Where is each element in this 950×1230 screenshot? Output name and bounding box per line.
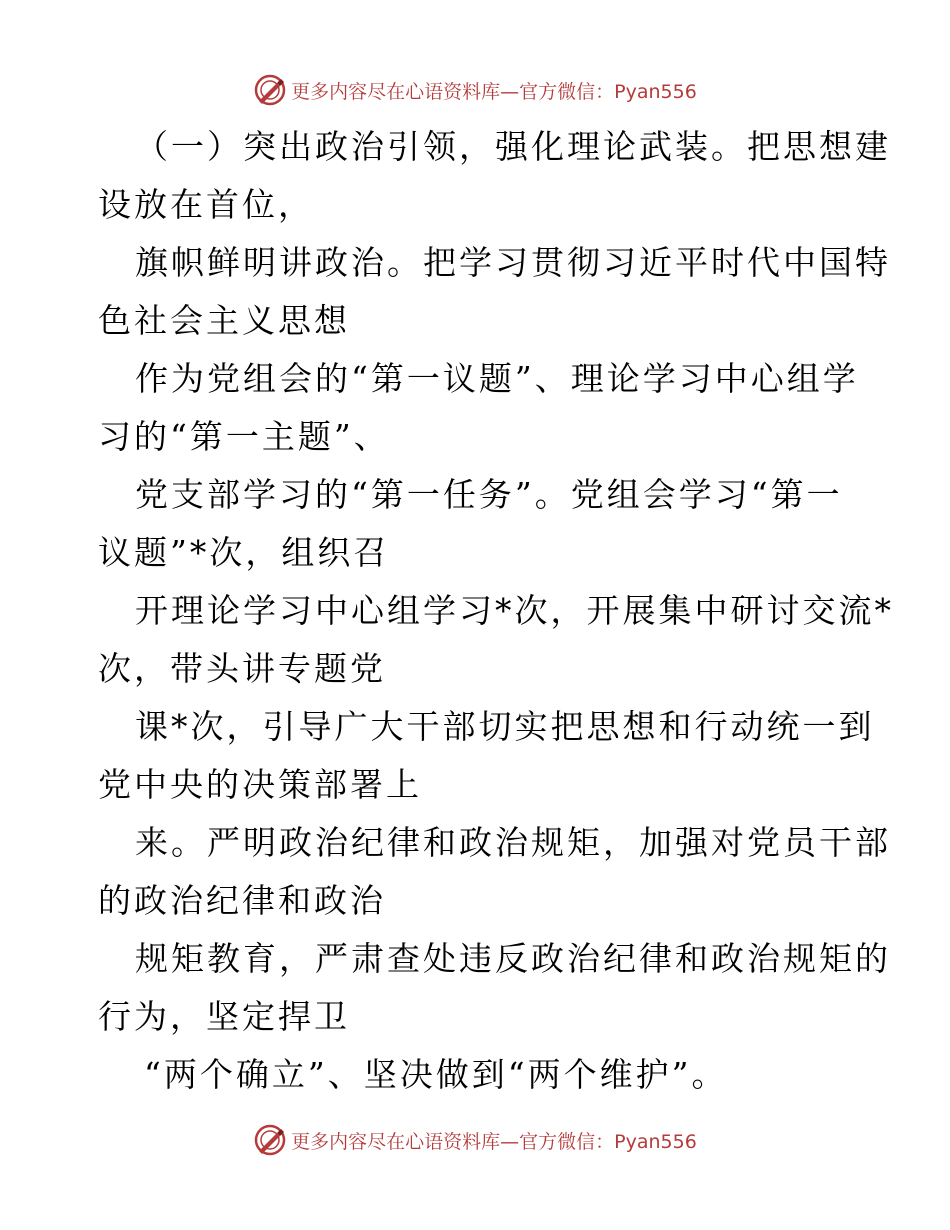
text-line: （一）突出政治引领，强化理论武装。把思想建 <box>135 127 891 166</box>
text-line: 旗帜鲜明讲政治。把学习贯彻习近平时代中国特 <box>135 243 891 282</box>
text-line: 行为，坚定捍卫 <box>98 997 350 1036</box>
text-line: 次，带头讲专题党 <box>98 649 386 688</box>
text-line: 规矩教育，严肃查处违反政治纪律和政治规矩的 <box>135 939 891 978</box>
text-line: 课*次，引导广大干部切实把思想和行动统一到 <box>135 707 875 746</box>
pen-logo-icon <box>253 1123 287 1157</box>
text-line: 开理论学习中心组学习*次，开展集中研讨交流* <box>135 591 894 630</box>
text-line: 设放在首位， <box>98 185 314 224</box>
text-line: 习的“第一主题”、 <box>98 417 390 456</box>
text-line: 党支部学习的“第一任务”。党组会学习“第一 <box>135 475 843 514</box>
watermark-text: 更多内容尽在心语资料库—官方微信：Pyan556 <box>291 80 697 103</box>
footer-watermark <box>0 1120 950 1160</box>
text-line: 色社会主义思想 <box>98 301 350 340</box>
pen-logo-icon <box>253 73 287 107</box>
text-line: 党中央的决策部署上 <box>98 765 422 804</box>
text-line: 的政治纪律和政治 <box>98 881 386 920</box>
document-body <box>98 118 894 1104</box>
text-line: 来。严明政治纪律和政治规矩，加强对党员干部 <box>135 823 891 862</box>
text-line: “两个确立”、坚决做到“两个维护”。 <box>144 1055 728 1094</box>
watermark-text: 更多内容尽在心语资料库—官方微信：Pyan556 <box>291 1130 697 1153</box>
text-line: 作为党组会的“第一议题”、理论学习中心组学 <box>135 359 859 398</box>
header-watermark <box>0 70 950 110</box>
text-line: 议题”*次，组织召 <box>98 533 390 572</box>
